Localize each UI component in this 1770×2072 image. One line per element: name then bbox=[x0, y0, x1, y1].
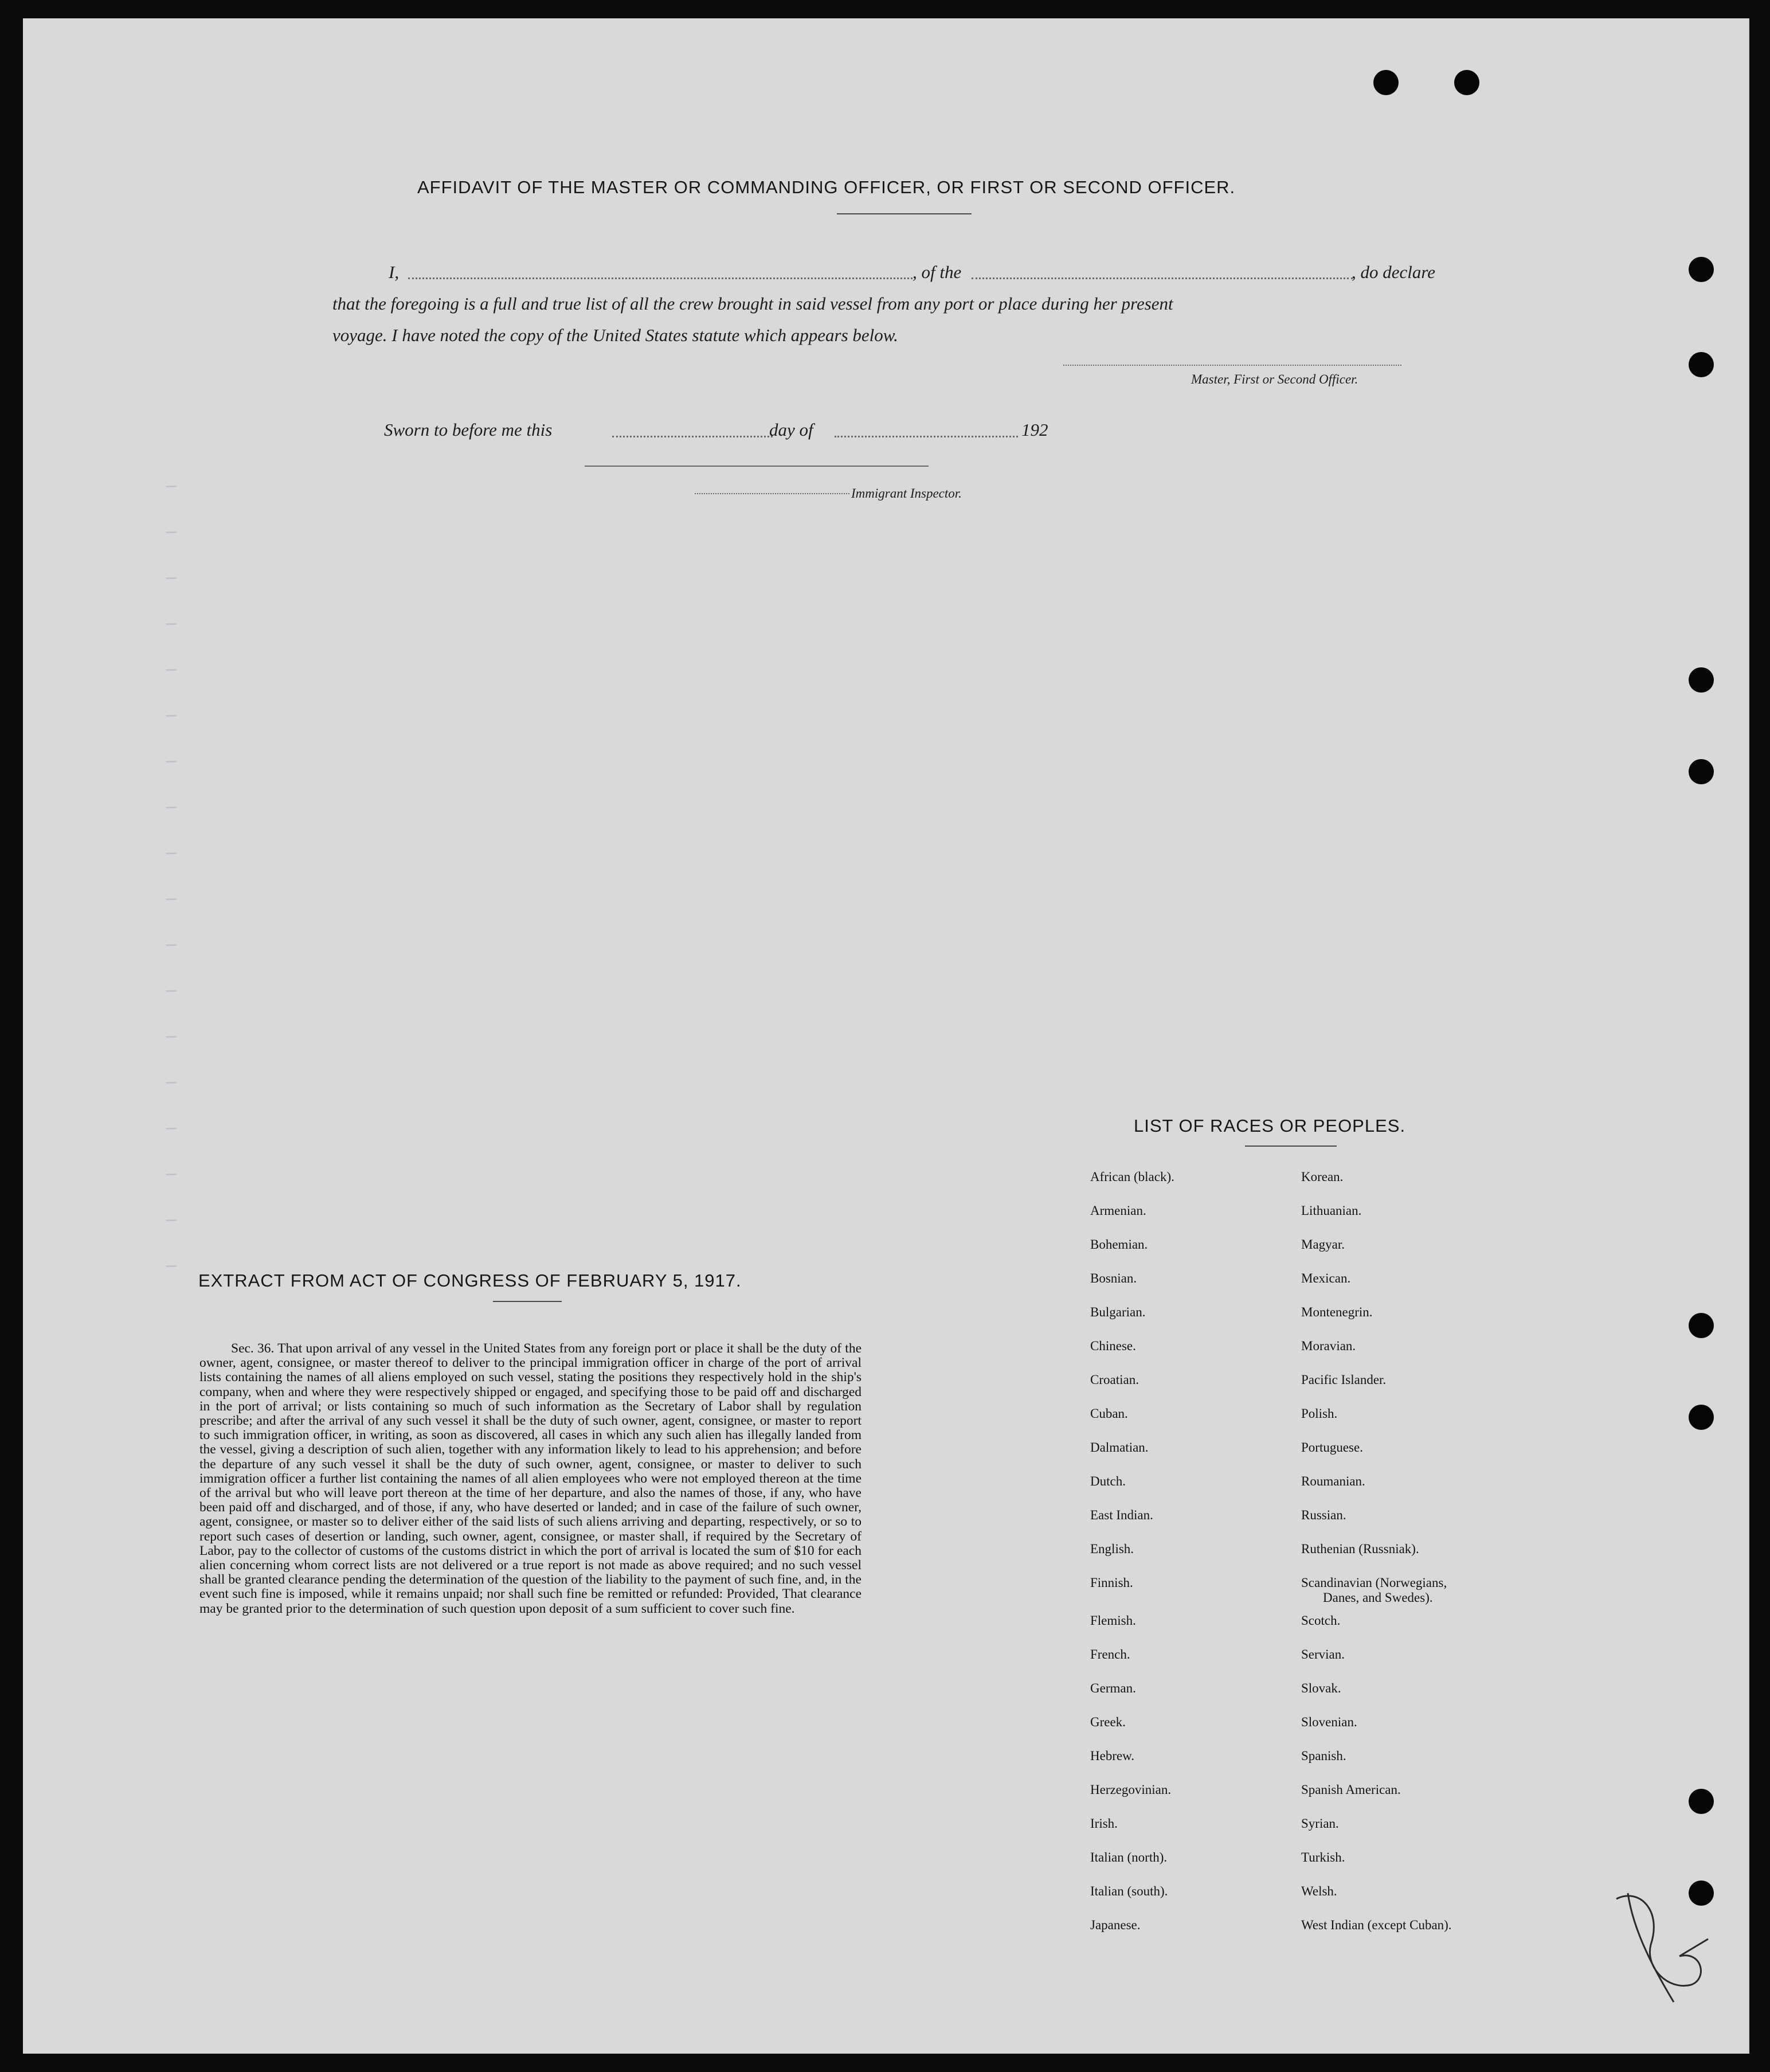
race-item: Scotch. bbox=[1301, 1613, 1341, 1628]
affidavit-line2: that the foregoing is a full and true list of all the crew brought in said vessel from any port or place during her present bbox=[332, 294, 1173, 314]
race-item: Servian. bbox=[1301, 1647, 1345, 1661]
inspector-signature-line[interactable] bbox=[585, 466, 929, 467]
punch-hole bbox=[1689, 257, 1714, 282]
race-item: Ruthenian (Russniak). bbox=[1301, 1542, 1419, 1556]
race-item: Slovak. bbox=[1301, 1681, 1341, 1695]
race-item: Croatian. bbox=[1090, 1373, 1139, 1387]
inspector-dotted-line bbox=[695, 493, 849, 494]
extract-title: EXTRACT FROM ACT OF CONGRESS OF FEBRUARY 5, 1917. bbox=[198, 1270, 742, 1291]
race-item: Bosnian. bbox=[1090, 1271, 1137, 1285]
race-item: Spanish. bbox=[1301, 1749, 1346, 1763]
races-list bbox=[1090, 1170, 1549, 1972]
race-item: Montenegrin. bbox=[1301, 1305, 1373, 1319]
race-item: Pacific Islander. bbox=[1301, 1373, 1387, 1387]
race-item: Irish. bbox=[1090, 1816, 1118, 1831]
race-item: Danes, and Swedes). bbox=[1323, 1590, 1433, 1605]
race-item: Dalmatian. bbox=[1090, 1440, 1149, 1455]
race-item: Portuguese. bbox=[1301, 1440, 1363, 1455]
extract-title-underline bbox=[493, 1301, 562, 1302]
race-item: African (black). bbox=[1090, 1170, 1174, 1184]
sworn-text: Sworn to before me this bbox=[384, 420, 553, 440]
race-item: German. bbox=[1090, 1681, 1136, 1695]
vessel-name-field[interactable] bbox=[972, 277, 1353, 279]
race-item: Chinese. bbox=[1090, 1339, 1136, 1353]
punch-hole bbox=[1373, 70, 1399, 95]
affidavit-title-underline bbox=[837, 213, 972, 214]
sworn-month-field[interactable] bbox=[835, 436, 1018, 437]
race-item: Japanese. bbox=[1090, 1918, 1141, 1932]
race-item: Slovenian. bbox=[1301, 1715, 1357, 1729]
race-item: Russian. bbox=[1301, 1508, 1346, 1522]
race-item: Hebrew. bbox=[1090, 1749, 1135, 1763]
race-item: Greek. bbox=[1090, 1715, 1126, 1729]
year-prefix: 192 bbox=[1021, 420, 1048, 440]
punch-hole bbox=[1689, 1313, 1714, 1338]
affidavit-I: I, bbox=[389, 262, 400, 282]
race-item: Mexican. bbox=[1301, 1271, 1351, 1285]
race-item: Bohemian. bbox=[1090, 1237, 1148, 1252]
document-page: — — — — — — — — — — — — — — — — — — AFFIDAVIT OF THE MASTER OR COMMANDING OFFICER, OR FIRST OR SECOND OFFICER. I, , of the , do declare that the foregoing is a full and true list of all the crew brought in said vessel from any port or place during her present voyage. I have noted the copy of the United States statute which appears below. Master, First or Second Officer. Sworn to before me this day of 192 Immigrant Inspector. EXTRACT FROM ACT OF CONGRESS OF FEBRUARY 5, 1917. Sec. 36. That upon arrival of any vessel in the United States from any foreign port or place it shall be the duty of the owner, agent, consignee, or master thereof to deliver to the principal immigration officer in charge of the port of arrival lists containing the names of all aliens employed on such vessel, stating the positions they respectively hold in the ship's company, when and where they were respectively shipped or engaged, and specifying those to be paid off and discharged in the port of arrival; or lists containing so much of such information as the Secretary of Labor shall by regulation prescribe; and after the arrival of any such vessel it shall be the duty of such owner, agent, consignee, or master to report to such immigration officer, in writing, as soon as discovered, all cases in which any such alien has illegally landed from the vessel, giving a description of such alien, together with any information likely to lead to his apprehension; and before the departure of any such vessel it shall be the duty of such owner, agent, consignee, or master to deliver to such immigration officer a further list containing the names of all alien employees who were not employed thereon at the time of the arrival but who will leave port thereon at the time of her departure, and also the names of those, if any, who have been paid off and discharged, and of those, if any, who have deserted or landed; and in case of the failure of such owner, agent, consignee, or master so to deliver either of the said lists of such aliens arriving and departing, respectively, or so to report such cases of desertion or landing, such owner, agent, consignee, or master shall, if required by the Secretary of Labor, pay to the collector of customs of the customs district in which the port of arrival is located the sum of $10 for each alien concerning whom correct lists are not delivered or a true report is not made as above required; and no such vessel shall be granted clearance pending the determination of the question of the liability to the payment of such fine, and, in the event such fine is imposed, while it remains unpaid; nor shall such fine be remitted or refunded: Provided, That clearance may be granted prior to the determination of such question upon deposit of a sum sufficient to cover such fine. LIST OF RACES OR PEOPLES. African (black). Armenian. Bohemian. Bosnian. Bulgarian. Chinese. Croatian. Cuban. Dalmatian. Dutch. East Indian. English. Finnish. Flemish. French. German. Greek. Hebrew. Herzegovinian. Irish. Italian (north). Italian (south). Japanese. Korean. Lithuanian. Magyar. Mexican. Montenegrin. Moravian. Pacific Islander. Polish. Portuguese. Roumanian. Russian. Ruthenian (Russniak). Scandinavian (Norwegians, Danes, and Swedes). Scotch. Servian. Slovak. Slovenian. Spanish. Spanish American. Syrian. Turkish. Welsh. West Indian (except Cuban). bbox=[23, 18, 1749, 2054]
punch-hole bbox=[1689, 667, 1714, 693]
race-item: Moravian. bbox=[1301, 1339, 1356, 1353]
race-item: Korean. bbox=[1301, 1170, 1344, 1184]
affidavit-of-the: , of the bbox=[913, 262, 962, 282]
race-item: Flemish. bbox=[1090, 1613, 1136, 1628]
race-item: West Indian (except Cuban). bbox=[1301, 1918, 1452, 1932]
race-item: Finnish. bbox=[1090, 1575, 1133, 1590]
punch-hole bbox=[1689, 759, 1714, 784]
punch-hole bbox=[1454, 70, 1479, 95]
inspector-caption: Immigrant Inspector. bbox=[851, 486, 962, 501]
race-item: Cuban. bbox=[1090, 1406, 1128, 1421]
race-item: Polish. bbox=[1301, 1406, 1338, 1421]
race-item: Magyar. bbox=[1301, 1237, 1345, 1252]
sworn-day-field[interactable] bbox=[612, 436, 773, 437]
race-item: Bulgarian. bbox=[1090, 1305, 1146, 1319]
affidavit-declare: , do declare bbox=[1352, 262, 1436, 282]
race-item: Roumanian. bbox=[1301, 1474, 1365, 1488]
race-item: Welsh. bbox=[1301, 1884, 1337, 1898]
punch-hole bbox=[1689, 1405, 1714, 1430]
race-item: Italian (north). bbox=[1090, 1850, 1168, 1864]
race-item: East Indian. bbox=[1090, 1508, 1153, 1522]
punch-hole bbox=[1689, 1789, 1714, 1814]
race-item: English. bbox=[1090, 1542, 1134, 1556]
race-item: Scandinavian (Norwegians, bbox=[1301, 1575, 1447, 1590]
race-item: Italian (south). bbox=[1090, 1884, 1168, 1898]
race-item: Armenian. bbox=[1090, 1203, 1146, 1218]
race-item: French. bbox=[1090, 1647, 1130, 1661]
race-item: Lithuanian. bbox=[1301, 1203, 1362, 1218]
affidavit-title: AFFIDAVIT OF THE MASTER OR COMMANDING OFFICER, OR FIRST OR SECOND OFFICER. bbox=[417, 177, 1236, 197]
punch-hole bbox=[1689, 352, 1714, 377]
race-item: Turkish. bbox=[1301, 1850, 1345, 1864]
race-item: Syrian. bbox=[1301, 1816, 1339, 1831]
affidavit-line3: voyage. I have noted the copy of the United States statute which appears below. bbox=[332, 325, 898, 345]
declarant-name-field[interactable] bbox=[408, 277, 913, 279]
race-item: Dutch. bbox=[1090, 1474, 1126, 1488]
races-title: LIST OF RACES OR PEOPLES. bbox=[1134, 1116, 1406, 1136]
race-item: Spanish American. bbox=[1301, 1782, 1401, 1797]
races-title-underline bbox=[1245, 1146, 1337, 1147]
handwritten-mark-icon bbox=[1593, 1876, 1725, 2014]
extract-text: Sec. 36. That upon arrival of any vessel in the United States from any foreign port or place it shall be the duty of the owner, agent, consignee, or master thereof to deliver to the principal immigration officer in charge of the port of arrival lists containing the names of all aliens employed on such vessel, stating the positions they respectively hold in the ship's company, when and where they were respectively shipped or engaged, and specifying those to be paid off and discharged in the port of arrival; or lists containing so much of such information as the Secretary of Labor shall by regulation prescribe; and after the arrival of any such vessel it shall be the duty of such owner, agent, consignee, or master to report to such immigration officer, in writing, as soon as discovered, all cases in which any such alien has illegally landed from the vessel, giving a description of such alien, together with any information likely to lead to his apprehension; and before the departure of any such vessel it shall be the duty of such owner, agent, consignee, or master to deliver to such immigration officer a further list containing the names of all alien employees who were not employed thereon at the time of the arrival but who will leave port thereon at the time of her departure, and also the names of those, if any, who have been paid off and discharged, and of those, if any, who have deserted or landed; and in case of the failure of such owner, agent, consignee, or master so to deliver either of the said lists of such aliens arriving and departing, respectively, or so to report such cases of desertion or landing, such owner, agent, consignee, or master shall, if required by the Secretary of Labor, pay to the collector of customs of the customs district in which the port of arrival is located the sum of $10 for each alien concerning whom correct lists are not delivered or a true report is not made as above required; and no such vessel shall be granted clearance pending the determination of the question of the liability to the payment of such fine, and, in the event such fine is imposed, while it remains unpaid; nor shall such fine be remitted or refunded: Provided, That clearance may be granted prior to the determination of such question upon deposit of a sum sufficient to cover such fine. bbox=[199, 1341, 861, 1616]
officer-signature-caption: Master, First or Second Officer. bbox=[1191, 372, 1358, 386]
officer-signature-line[interactable] bbox=[1063, 365, 1401, 366]
day-of-text: day of bbox=[769, 420, 813, 440]
race-item: Herzegovinian. bbox=[1090, 1782, 1172, 1797]
